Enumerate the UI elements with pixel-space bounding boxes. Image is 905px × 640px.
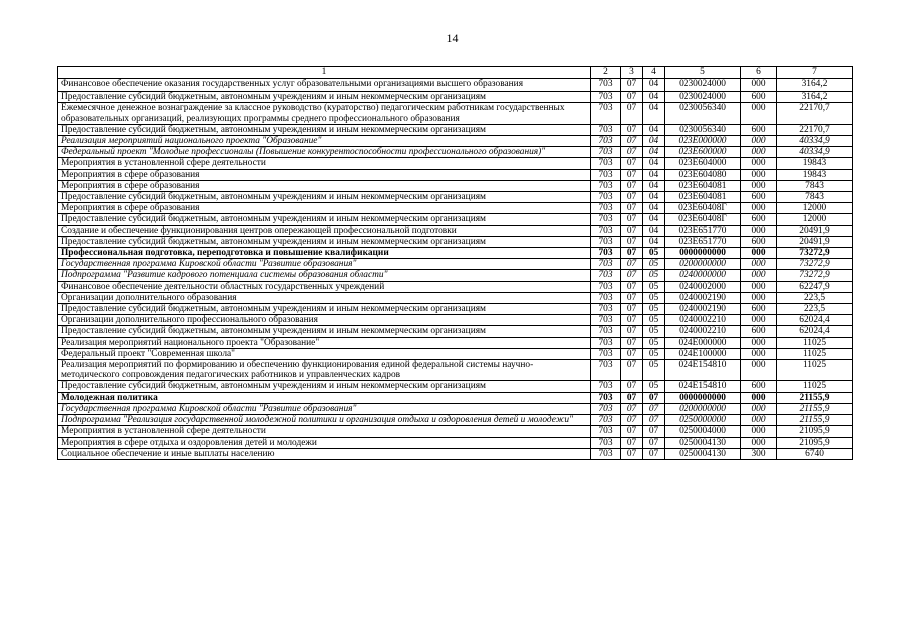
- row-expense-type: 000: [741, 103, 777, 124]
- row-admin-code: 703: [591, 136, 621, 147]
- row-name: Реализация мероприятий по формированию и обеспечению функционирования единой федеральной системы научно-методического сопровождения педагогических работников и управленческих кадров: [58, 360, 591, 381]
- row-amount: 73272,9: [777, 248, 853, 259]
- row-name: Подпрограмма "Развитие кадрового потенциала системы образования области": [58, 270, 591, 281]
- table-row: [58, 158, 853, 169]
- table-row: [58, 315, 853, 326]
- row-admin-code: 703: [591, 236, 621, 247]
- table-row: [58, 124, 853, 135]
- row-target-article: 0200000000: [665, 259, 741, 270]
- row-amount: 40334,9: [777, 147, 853, 158]
- row-expense-type: 000: [741, 348, 777, 359]
- table-row: [58, 426, 853, 437]
- row-target-article: 0230056340: [665, 124, 741, 135]
- row-admin-code: 703: [591, 292, 621, 303]
- row-amount: 6740: [777, 448, 853, 459]
- row-name: Предоставление субсидий бюджетным, автономным учреждениям и иным некоммерческим организациям: [58, 326, 591, 337]
- row-subsection: 05: [643, 381, 665, 392]
- row-name: Государственная программа Кировской области "Развитие образования": [58, 259, 591, 270]
- row-amount: 19843: [777, 158, 853, 169]
- row-expense-type: 600: [741, 124, 777, 135]
- header-col-7: 7: [777, 67, 853, 79]
- row-expense-type: 000: [741, 403, 777, 414]
- row-section: 07: [621, 281, 643, 292]
- row-name: Мероприятия в сфере образования: [58, 180, 591, 191]
- row-admin-code: 703: [591, 147, 621, 158]
- row-target-article: 0230056340: [665, 103, 741, 124]
- row-target-article: 024E154810: [665, 381, 741, 392]
- budget-table: [57, 66, 853, 460]
- row-section: 07: [621, 103, 643, 124]
- row-section: 07: [621, 448, 643, 459]
- row-name: Подпрограмма "Реализация государственной молодежной политики и организация отдыха и оздоровления детей и молодежи": [58, 415, 591, 426]
- row-subsection: 05: [643, 304, 665, 315]
- row-section: 07: [621, 270, 643, 281]
- row-subsection: 04: [643, 180, 665, 191]
- table-row: [58, 214, 853, 225]
- row-target-article: 024E154810: [665, 360, 741, 381]
- row-section: 07: [621, 304, 643, 315]
- row-section: 07: [621, 180, 643, 191]
- header-row: [58, 67, 853, 79]
- table-row: [58, 103, 853, 124]
- row-admin-code: 703: [591, 259, 621, 270]
- row-admin-code: 703: [591, 448, 621, 459]
- table-row: [58, 448, 853, 459]
- row-name: Федеральный проект "Молодые профессионалы (Повышение конкурентоспособности профессионального образования)": [58, 147, 591, 158]
- page-number: 14: [446, 31, 459, 45]
- row-expense-type: 600: [741, 214, 777, 225]
- row-subsection: 07: [643, 437, 665, 448]
- row-name: Предоставление субсидий бюджетным, автономным учреждениям и иным некоммерческим организациям: [58, 236, 591, 247]
- row-expense-type: 300: [741, 448, 777, 459]
- table-row: [58, 225, 853, 236]
- row-admin-code: 703: [591, 437, 621, 448]
- row-admin-code: 703: [591, 248, 621, 259]
- row-subsection: 07: [643, 415, 665, 426]
- row-admin-code: 703: [591, 348, 621, 359]
- row-section: 07: [621, 381, 643, 392]
- row-subsection: 04: [643, 225, 665, 236]
- row-subsection: 04: [643, 147, 665, 158]
- row-name: Федеральный проект "Современная школа": [58, 348, 591, 359]
- header-col-1: 1: [58, 67, 591, 79]
- row-admin-code: 703: [591, 79, 621, 92]
- row-amount: 62024,4: [777, 315, 853, 326]
- row-expense-type: 000: [741, 225, 777, 236]
- row-amount: 11025: [777, 337, 853, 348]
- row-target-article: 0000000000: [665, 392, 741, 403]
- row-section: 07: [621, 192, 643, 203]
- table-row: [58, 437, 853, 448]
- row-section: 07: [621, 214, 643, 225]
- row-amount: 7843: [777, 192, 853, 203]
- row-amount: 12000: [777, 214, 853, 225]
- row-target-article: 0250004130: [665, 448, 741, 459]
- table-row: [58, 403, 853, 414]
- row-admin-code: 703: [591, 180, 621, 191]
- row-name: Ежемесячное денежное вознаграждение за классное руководство (кураторство) педагогическим работникам государственных образовательных организаций, реализующих программы среднего профессионального образования: [58, 103, 591, 124]
- row-target-article: 024E000000: [665, 337, 741, 348]
- table-row: [58, 259, 853, 270]
- table-row: [58, 79, 853, 92]
- row-amount: 21095,9: [777, 437, 853, 448]
- table-row: [58, 360, 853, 381]
- row-admin-code: 703: [591, 92, 621, 103]
- row-amount: 21155,9: [777, 415, 853, 426]
- table-row: [58, 326, 853, 337]
- row-amount: 20491,9: [777, 236, 853, 247]
- row-name: Предоставление субсидий бюджетным, автономным учреждениям и иным некоммерческим организациям: [58, 214, 591, 225]
- table-row: [58, 381, 853, 392]
- row-subsection: 05: [643, 315, 665, 326]
- row-target-article: 024E100000: [665, 348, 741, 359]
- row-section: 07: [621, 203, 643, 214]
- row-amount: 73272,9: [777, 270, 853, 281]
- row-amount: 223,5: [777, 292, 853, 303]
- row-target-article: 0000000000: [665, 248, 741, 259]
- row-subsection: 05: [643, 259, 665, 270]
- row-amount: 62024,4: [777, 326, 853, 337]
- row-target-article: 0250004130: [665, 437, 741, 448]
- row-name: Организации дополнительного профессионального образования: [58, 315, 591, 326]
- row-section: 07: [621, 79, 643, 92]
- row-section: 07: [621, 147, 643, 158]
- row-amount: 62247,9: [777, 281, 853, 292]
- row-section: 07: [621, 259, 643, 270]
- row-admin-code: 703: [591, 169, 621, 180]
- row-target-article: 023E651770: [665, 236, 741, 247]
- row-section: 07: [621, 248, 643, 259]
- row-target-article: 023E604000: [665, 158, 741, 169]
- row-admin-code: 703: [591, 360, 621, 381]
- row-name: Предоставление субсидий бюджетным, автономным учреждениям и иным некоммерческим организациям: [58, 381, 591, 392]
- row-expense-type: 000: [741, 158, 777, 169]
- row-subsection: 07: [643, 403, 665, 414]
- row-admin-code: 703: [591, 225, 621, 236]
- row-target-article: 0230024000: [665, 79, 741, 92]
- row-name: Организации дополнительного образования: [58, 292, 591, 303]
- row-expense-type: 000: [741, 360, 777, 381]
- row-section: 07: [621, 292, 643, 303]
- row-expense-type: 000: [741, 136, 777, 147]
- row-target-article: 0240002190: [665, 292, 741, 303]
- row-amount: 12000: [777, 203, 853, 214]
- row-admin-code: 703: [591, 158, 621, 169]
- header-col-5: 5: [665, 67, 741, 79]
- row-amount: 20491,9: [777, 225, 853, 236]
- row-target-article: 0200000000: [665, 403, 741, 414]
- row-amount: 22170,7: [777, 103, 853, 124]
- row-target-article: 023E604080: [665, 169, 741, 180]
- row-name: Предоставление субсидий бюджетным, автономным учреждениям и иным некоммерческим организациям: [58, 192, 591, 203]
- table-row: [58, 337, 853, 348]
- row-section: 07: [621, 124, 643, 135]
- row-target-article: 0240000000: [665, 270, 741, 281]
- row-expense-type: 600: [741, 236, 777, 247]
- row-name: Финансовое обеспечение оказания государственных услуг образовательными организациями высшего образования: [58, 79, 591, 92]
- row-admin-code: 703: [591, 124, 621, 135]
- header-col-3: 3: [621, 67, 643, 79]
- row-expense-type: 000: [741, 180, 777, 191]
- row-subsection: 05: [643, 270, 665, 281]
- row-admin-code: 703: [591, 214, 621, 225]
- row-admin-code: 703: [591, 415, 621, 426]
- row-amount: 7843: [777, 180, 853, 191]
- row-subsection: 05: [643, 281, 665, 292]
- row-admin-code: 703: [591, 326, 621, 337]
- row-amount: 11025: [777, 360, 853, 381]
- row-amount: 21155,9: [777, 403, 853, 414]
- row-target-article: 0240002210: [665, 326, 741, 337]
- table-row: [58, 203, 853, 214]
- row-expense-type: 000: [741, 337, 777, 348]
- row-section: 07: [621, 136, 643, 147]
- table-row: [58, 415, 853, 426]
- row-amount: 40334,9: [777, 136, 853, 147]
- row-name: Реализация мероприятий национального проекта "Образование": [58, 337, 591, 348]
- table-row: [58, 270, 853, 281]
- row-expense-type: 000: [741, 79, 777, 92]
- row-expense-type: 000: [741, 415, 777, 426]
- row-admin-code: 703: [591, 281, 621, 292]
- row-section: 07: [621, 169, 643, 180]
- row-section: 07: [621, 426, 643, 437]
- row-amount: 21155,9: [777, 392, 853, 403]
- row-name: Реализация мероприятий национального проекта "Образование": [58, 136, 591, 147]
- row-subsection: 04: [643, 192, 665, 203]
- row-expense-type: 000: [741, 248, 777, 259]
- row-name: Финансовое обеспечение деятельности областных государственных учреждений: [58, 281, 591, 292]
- row-name: Молодежная политика: [58, 392, 591, 403]
- row-target-article: 023E60408Г: [665, 214, 741, 225]
- row-name: Мероприятия в установленной сфере деятельности: [58, 158, 591, 169]
- row-subsection: 05: [643, 292, 665, 303]
- row-amount: 22170,7: [777, 124, 853, 135]
- row-amount: 21095,9: [777, 426, 853, 437]
- row-target-article: 0240002190: [665, 304, 741, 315]
- table-row: [58, 92, 853, 103]
- row-expense-type: 000: [741, 315, 777, 326]
- row-section: 07: [621, 337, 643, 348]
- row-subsection: 05: [643, 248, 665, 259]
- table-row: [58, 147, 853, 158]
- row-name: Предоставление субсидий бюджетным, автономным учреждениям и иным некоммерческим организациям: [58, 92, 591, 103]
- row-amount: 3164,2: [777, 79, 853, 92]
- table-row: [58, 248, 853, 259]
- row-admin-code: 703: [591, 315, 621, 326]
- row-amount: 3164,2: [777, 92, 853, 103]
- row-section: 07: [621, 158, 643, 169]
- row-target-article: 023E60408Г: [665, 203, 741, 214]
- row-section: 07: [621, 315, 643, 326]
- row-target-article: 0240002000: [665, 281, 741, 292]
- row-expense-type: 000: [741, 270, 777, 281]
- row-amount: 19843: [777, 169, 853, 180]
- row-amount: 11025: [777, 381, 853, 392]
- row-subsection: 04: [643, 103, 665, 124]
- row-admin-code: 703: [591, 192, 621, 203]
- row-admin-code: 703: [591, 403, 621, 414]
- row-name: Мероприятия в сфере образования: [58, 203, 591, 214]
- row-expense-type: 000: [741, 281, 777, 292]
- row-target-article: 0250000000: [665, 415, 741, 426]
- row-name: Мероприятия в сфере образования: [58, 169, 591, 180]
- table-row: [58, 136, 853, 147]
- row-name: Мероприятия в сфере отдыха и оздоровления детей и молодежи: [58, 437, 591, 448]
- header-col-4: 4: [643, 67, 665, 79]
- row-subsection: 04: [643, 214, 665, 225]
- table-row: [58, 292, 853, 303]
- row-section: 07: [621, 392, 643, 403]
- row-section: 07: [621, 348, 643, 359]
- row-target-article: 023E000000: [665, 136, 741, 147]
- row-name: Мероприятия в установленной сфере деятельности: [58, 426, 591, 437]
- table-row: [58, 192, 853, 203]
- row-expense-type: 000: [741, 259, 777, 270]
- row-subsection: 07: [643, 426, 665, 437]
- row-target-article: 0230024000: [665, 92, 741, 103]
- table-row: [58, 392, 853, 403]
- row-expense-type: 600: [741, 192, 777, 203]
- row-target-article: 023E651770: [665, 225, 741, 236]
- row-admin-code: 703: [591, 426, 621, 437]
- row-target-article: 0250004000: [665, 426, 741, 437]
- row-expense-type: 000: [741, 169, 777, 180]
- row-section: 07: [621, 415, 643, 426]
- header-col-2: 2: [591, 67, 621, 79]
- row-target-article: 023E600000: [665, 147, 741, 158]
- row-amount: 11025: [777, 348, 853, 359]
- row-subsection: 04: [643, 92, 665, 103]
- row-expense-type: 000: [741, 292, 777, 303]
- row-subsection: 04: [643, 124, 665, 135]
- row-expense-type: 000: [741, 203, 777, 214]
- row-subsection: 05: [643, 337, 665, 348]
- row-name: Профессиональная подготовка, переподготовка и повышение квалификации: [58, 248, 591, 259]
- row-subsection: 04: [643, 158, 665, 169]
- row-admin-code: 703: [591, 381, 621, 392]
- row-subsection: 05: [643, 348, 665, 359]
- row-subsection: 07: [643, 392, 665, 403]
- row-subsection: 04: [643, 79, 665, 92]
- table-row: [58, 180, 853, 191]
- row-section: 07: [621, 437, 643, 448]
- row-name: Социальное обеспечение и иные выплаты населению: [58, 448, 591, 459]
- row-amount: 73272,9: [777, 259, 853, 270]
- row-expense-type: 000: [741, 147, 777, 158]
- row-section: 07: [621, 225, 643, 236]
- row-subsection: 07: [643, 448, 665, 459]
- row-expense-type: 000: [741, 426, 777, 437]
- row-expense-type: 600: [741, 381, 777, 392]
- row-expense-type: 000: [741, 392, 777, 403]
- row-admin-code: 703: [591, 337, 621, 348]
- row-name: Предоставление субсидий бюджетным, автономным учреждениям и иным некоммерческим организациям: [58, 124, 591, 135]
- row-expense-type: 600: [741, 326, 777, 337]
- row-admin-code: 703: [591, 103, 621, 124]
- row-admin-code: 703: [591, 270, 621, 281]
- row-name: Государственная программа Кировской области "Развитие образования": [58, 403, 591, 414]
- row-subsection: 05: [643, 326, 665, 337]
- table-row: [58, 348, 853, 359]
- row-name: Создание и обеспечение функционирования центров опережающей профессиональной подготовки: [58, 225, 591, 236]
- row-subsection: 05: [643, 360, 665, 381]
- table-row: [58, 281, 853, 292]
- row-section: 07: [621, 236, 643, 247]
- row-subsection: 04: [643, 203, 665, 214]
- row-admin-code: 703: [591, 203, 621, 214]
- row-section: 07: [621, 92, 643, 103]
- row-subsection: 04: [643, 169, 665, 180]
- row-section: 07: [621, 326, 643, 337]
- row-subsection: 04: [643, 236, 665, 247]
- row-target-article: 0240002210: [665, 315, 741, 326]
- row-expense-type: 000: [741, 437, 777, 448]
- table-row: [58, 169, 853, 180]
- row-subsection: 04: [643, 136, 665, 147]
- table-row: [58, 236, 853, 247]
- row-admin-code: 703: [591, 392, 621, 403]
- table-row: [58, 304, 853, 315]
- row-name: Предоставление субсидий бюджетным, автономным учреждениям и иным некоммерческим организациям: [58, 304, 591, 315]
- row-section: 07: [621, 360, 643, 381]
- row-expense-type: 600: [741, 92, 777, 103]
- row-target-article: 023E604081: [665, 192, 741, 203]
- row-admin-code: 703: [591, 304, 621, 315]
- row-target-article: 023E604081: [665, 180, 741, 191]
- row-amount: 223,5: [777, 304, 853, 315]
- row-section: 07: [621, 403, 643, 414]
- row-expense-type: 600: [741, 304, 777, 315]
- header-col-6: 6: [741, 67, 777, 79]
